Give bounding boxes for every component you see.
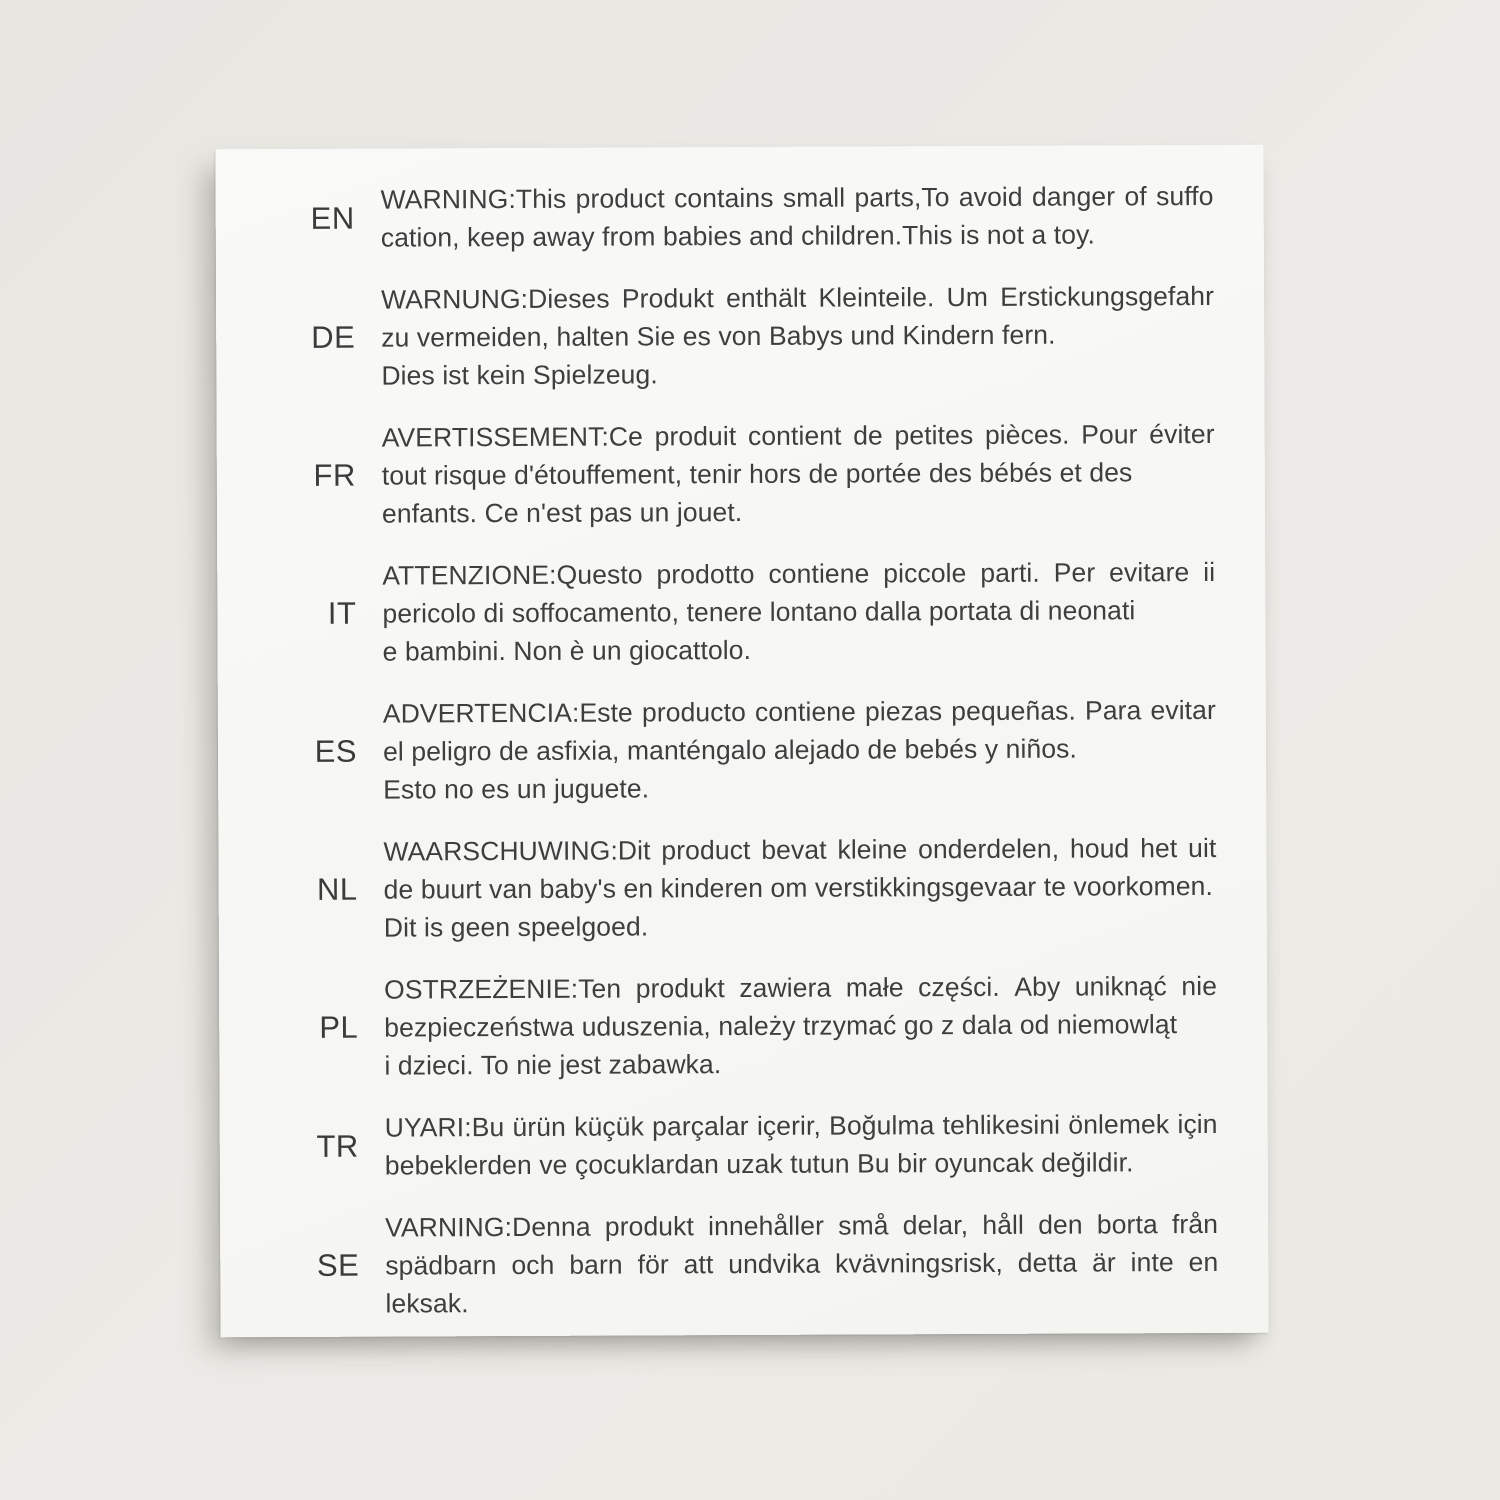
- warning-line: de buurt van baby's en kinderen om verstikkingsgevaar te voorkomen.: [383, 870, 1213, 905]
- warning-line: VARNING:Denna produkt innehåller små delar, håll den borta från: [385, 1208, 1219, 1243]
- warning-line: ATTENZIONE:Questo prodotto contiene piccole parti. Per evitare ii: [382, 556, 1216, 591]
- warning-line: el peligro de asfixia, manténgalo alejado de bebés y niños.: [382, 733, 1077, 767]
- warning-line: zu vermeiden, halten Sie es von Babys und Kindern fern.: [381, 319, 1056, 353]
- language-code-de: DE: [311, 319, 356, 355]
- warning-line: leksak.: [385, 1288, 469, 1319]
- warning-label-paper: [215, 145, 1268, 1338]
- warning-text-it: [382, 553, 1215, 671]
- warning-line: Esto no es un juguete.: [383, 773, 650, 805]
- warning-text-tr: [385, 1105, 1218, 1185]
- warning-line: UYARI:Bu ürün küçük parçalar içerir, Boğulma tehlikesini önlemek için: [384, 1108, 1218, 1143]
- warning-section-nl: [218, 829, 1216, 947]
- warning-text-es: [383, 691, 1216, 809]
- warning-section-it: [217, 553, 1215, 671]
- warning-line: WAARSCHUWING:Dit product bevat kleine onderdelen, houd het uit: [383, 832, 1217, 867]
- language-code-it: IT: [327, 595, 357, 631]
- warning-line: bezpieczeństwa uduszenia, należy trzymać go z dala od niemowląt: [384, 1009, 1178, 1043]
- warning-text-de: [381, 277, 1214, 395]
- warning-line: pericolo di soffocamento, tenere lontano dalla portata di neonati: [382, 595, 1136, 629]
- warning-line: spädbarn och barn för att undvika kvävningsrisk, detta är inte en: [385, 1246, 1219, 1281]
- warning-text-fr: [382, 415, 1215, 533]
- warning-text-se: [385, 1205, 1218, 1323]
- language-code-se: SE: [316, 1247, 360, 1283]
- language-code-tr: TR: [316, 1128, 359, 1164]
- warning-section-fr: [217, 415, 1215, 533]
- language-code-pl: PL: [319, 1009, 359, 1045]
- language-code-es: ES: [314, 733, 358, 769]
- warning-section-de: [216, 277, 1214, 395]
- warning-line: i dzieci. To nie jest zabawka.: [384, 1049, 722, 1081]
- warning-line: enfants. Ce n'est pas un jouet.: [381, 496, 743, 529]
- warning-text-pl: [384, 967, 1217, 1085]
- warning-section-en: [216, 177, 1214, 257]
- warning-line: Dies ist kein Spielzeug.: [381, 359, 658, 391]
- warning-line: tout risque d'étouffement, tenir hors de portée des bébés et des: [381, 457, 1133, 491]
- warning-text-en: [381, 177, 1214, 257]
- warning-line: e bambini. Non è un giocattolo.: [382, 634, 752, 667]
- warning-section-tr: [220, 1105, 1218, 1185]
- warning-line: Dit is geen speelgoed.: [383, 911, 649, 943]
- warning-section-es: [218, 691, 1216, 809]
- warning-line: ADVERTENCIA:Este producto contiene piezas pequeñas. Para evitar: [382, 694, 1216, 729]
- warning-section-se: [220, 1205, 1218, 1323]
- language-code-en: EN: [310, 200, 355, 236]
- language-code-nl: NL: [316, 871, 358, 907]
- warning-line: cation, keep away from babies and children.This is not a toy.: [380, 219, 1095, 253]
- warning-line: OSTRZEŻENIE:Ten produkt zawiera małe części. Aby uniknąć nie: [384, 970, 1218, 1005]
- warning-line: WARNING:This product contains small parts,To avoid danger of suffo: [380, 180, 1214, 215]
- language-code-fr: FR: [313, 457, 356, 493]
- warning-text-nl: [383, 829, 1216, 947]
- warning-line: AVERTISSEMENT:Ce produit contient de petites pièces. Pour éviter: [381, 418, 1215, 453]
- warning-line: bebeklerden ve çocuklardan uzak tutun Bu bir oyuncak değildir.: [384, 1147, 1134, 1181]
- warning-line: WARNUNG:Dieses Produkt enthält Kleinteile. Um Erstickungsgefahr: [381, 280, 1215, 315]
- warning-section-pl: [219, 967, 1217, 1085]
